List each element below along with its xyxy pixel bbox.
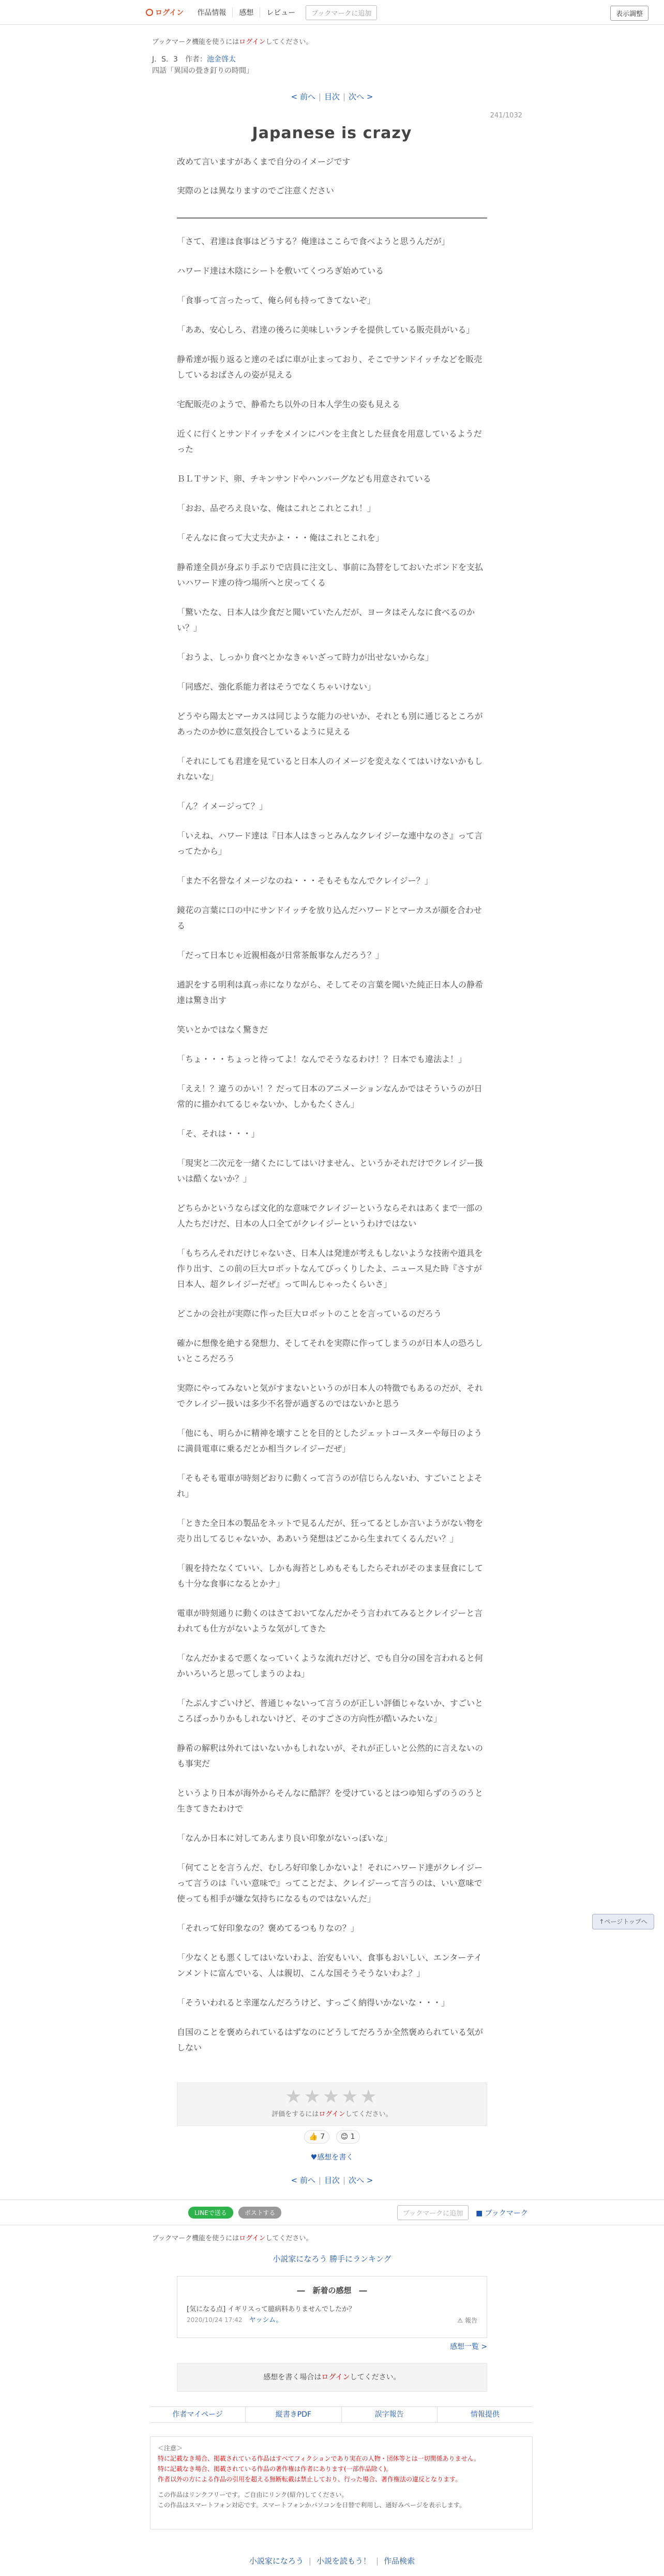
story-paragraph: 「現実と二次元を一緒くたにしてはいけません、というかそれだけでクレイジー扱いは酷くないか？」 <box>177 1158 484 1184</box>
story-paragraph: 「ああ、安心しろ、君達の後ろに美味しいランチを提供している販売員がいる」 <box>177 325 475 335</box>
footer-link-yomou[interactable]: 小説を読もう！ <box>316 2556 371 2566</box>
pager-sep: | <box>343 2176 346 2185</box>
chapter-subtitle: 四話「異国の畳き釘りの時間」 <box>152 67 253 75</box>
story-paragraph: 「少なくとも悪くしてはいないわよ、治安もいい、食事もおいしい、エンターテインメントに富んでいる、人は親切、こんな国そうそうないわよ？」 <box>177 1953 482 1978</box>
bookmark-notice <box>152 36 312 46</box>
toc-link[interactable]: 目次 <box>324 2176 340 2185</box>
story-paragraph: 通訳をする明利は真っ赤になりながら、そしてその言葉を聞いた純正日本人の静希達は驚き出す <box>177 980 484 1005</box>
story-paragraph: どこかの会社が実際に作った巨大ロボットのことを言っているのだろう <box>177 1309 442 1319</box>
story-paragraph: 電車が時刻通りに動くのはさておいてなんだかそう言われてみるとクレイジーと言われても仕方がないような気がしてきた <box>177 1608 483 1634</box>
caution-box <box>150 2436 533 2529</box>
preface-line: 改めて言いますがあくまで自分のイメージです <box>177 157 351 167</box>
pager-sep: | <box>318 2176 321 2185</box>
review-item[interactable] <box>187 2304 355 2326</box>
story-body <box>177 234 487 2070</box>
footer-link-narou[interactable]: 小説家になろう <box>249 2556 304 2566</box>
typo-report-link[interactable]: 誤字報告 <box>341 2407 437 2422</box>
nav-recommendations[interactable]: レビュー <box>260 7 301 18</box>
vertical-pdf-link[interactable]: 縦書きPDF <box>245 2407 341 2422</box>
story-paragraph: 静希達が振り返ると達のそばに車が止まっており、そこでサンドイッチなどを販売しているおばさんの姿が見える <box>177 354 482 380</box>
story-paragraph: 近くに行くとサンドイッチをメインにパンを主食とした昼食を用意しているようだった <box>177 429 482 454</box>
story-paragraph: 「たぶんすごいけど、普通じゃないって言うのが正しい評価じゃないか、すごいところばっかりかもしれないけど、そのすごさの方向性が酷いみたいな」 <box>177 1698 484 1724</box>
toc-link[interactable]: 目次 <box>324 92 340 101</box>
story-paragraph: 「なんだかまるで悪くなっていくような流れだけど、でも自分の国を言われると何かいろいろと思ってしまうのよね」 <box>177 1653 483 1679</box>
story-paragraph: 「同感だ、強化系能力者はそうでなくちゃいけない」 <box>177 682 376 692</box>
reactions <box>0 2130 664 2144</box>
rating-box <box>177 2083 487 2126</box>
line-share-button[interactable]: LINEで送る <box>188 2207 233 2219</box>
login-link[interactable] <box>146 7 184 18</box>
bookmark-notice-bottom <box>152 2233 312 2242</box>
story-paragraph: 「他にも、明らかに精神を壊すことを目的としたジェットコースターや毎日のように満員電車に乗るだとか相当クレイジーだぜ」 <box>177 1428 482 1454</box>
notice-text: ブックマーク機能を使うには <box>152 38 239 46</box>
story-paragraph: 「そんなに食って大丈夫かよ・・・俺はこれとこれを」 <box>177 533 384 543</box>
series-code[interactable]: J．S．3 <box>152 55 178 64</box>
login-icon <box>146 9 153 16</box>
story-paragraph: 宅配販売のようで、静希たち以外の日本人学生の姿も見える <box>177 399 400 409</box>
notice-login-link[interactable]: ログイン <box>239 2235 266 2242</box>
report-link[interactable]: ⚠ 報告 <box>457 2317 477 2324</box>
next-link[interactable]: 次へ > <box>349 92 373 101</box>
rating-message <box>177 2108 487 2118</box>
display-settings-button[interactable]: 表示調整 <box>610 6 648 21</box>
story-paragraph: 静希の解釈は外れてはいないかもしれないが、それが正しいと公然的に言えないのも事実だ <box>177 1743 484 1769</box>
story-paragraph: 「そういわれると幸運なんだろうけど、すっごく納得いかないな・・・」 <box>177 1998 450 2008</box>
story-paragraph: 「親を持たなくていい、しかも海苔としめもそもしたらそれがそのまま昼食にしても十分な食事になるとかナ」 <box>177 1563 484 1589</box>
story-paragraph: 実際にやってみないと気がすまないというのが日本人の特徴でもあるのだが、それでクレイジー扱いは多少不名誉が過ぎるのではないかと思う <box>177 1383 484 1409</box>
story-paragraph: 「ちょ・・・ちょっと待ってよ！なんでそうなるわけ！？日本でも違法よ！」 <box>177 1054 467 1064</box>
pager-sep: | <box>318 92 321 101</box>
story-paragraph: 「また不名誉なイメージなのね・・・そもそもなんでクレイジー？」 <box>177 876 433 886</box>
prev-link[interactable]: < 前へ <box>291 2176 315 2185</box>
nav-work-info[interactable]: 作品情報 <box>197 9 227 17</box>
notice-login-link[interactable]: ログイン <box>239 38 266 46</box>
story-paragraph: 「そもそも電車が時刻どおりに動くって言うのが信じらんないわ、すごいことよそれ」 <box>177 1473 483 1499</box>
story-paragraph: 「ときた全日本の製品をネットで見るんだが、狂ってるとしか言いようがない物を売り出してるじゃないか、ああいう発想はどこから生まれてくるんだい？」 <box>177 1518 484 1544</box>
page-top-button[interactable]: ↑ページトップへ <box>592 1914 654 1929</box>
page-count: 241/1032 <box>490 112 522 119</box>
preface-line: 実際のとは異なりますのでご注意ください <box>177 186 335 196</box>
caution-line: 特に記載なき場合、掲載されている作品の著作権は作者にあります(一部作品除く)。 <box>158 2465 393 2473</box>
story-paragraph: 静希達全員が身ぶり手ぶりで店員に注文し、事前に為替をしておいたポンドを支払いハワード達の待つ場所へと戻ってくる <box>177 562 484 588</box>
add-bookmark-button[interactable]: ブックマークに追加 <box>306 5 377 20</box>
caution-line: この作品はリンクフリーです。ご自由にリンク(紹介)してください。 <box>158 2491 348 2498</box>
rating-text: 評価をするには <box>271 2110 319 2118</box>
pager-top <box>0 91 664 102</box>
author-link[interactable]: 池金啓太 <box>206 55 236 64</box>
divider <box>177 217 487 219</box>
review-login-text-end: してください。 <box>350 2373 401 2382</box>
story-paragraph: 確かに想像を絶する発想力、そしてそれを実際に作ってしまうのが日本人の恐ろしいところだろう <box>177 1338 484 1364</box>
site-footer <box>0 2555 664 2566</box>
rating-stars[interactable]: ★★★★★ <box>285 2086 379 2107</box>
story-paragraph: ハワード達は木陰にシートを敷いてくつろぎ始めている <box>177 266 384 276</box>
story-paragraph: 自国のことを褒められているはずなのにどうしてだろうか全然褒められている気がしない <box>177 2027 484 2053</box>
notice-text: ブックマーク機能を使うには <box>152 2235 239 2242</box>
review-login-text: 感想を書く場合は <box>263 2373 322 2382</box>
review-date: 2020/10/24 17:42 <box>187 2316 243 2324</box>
story-paragraph: 「何てことを言うんだ、むしろ好印象しかないよ！それにハワード達がクレイジーって言うのは『いい意味で』ってことだよ、クレイジーって言うのは、いい意味で使っても相手が嫌な気持ちになるものではないんだ」 <box>177 1863 483 1904</box>
login-label: ログイン <box>155 9 184 17</box>
nav-reviews[interactable]: 感想 <box>232 7 260 18</box>
story-paragraph: 「なんか日本に対してあんまり良い印象がないっぽいな」 <box>177 1833 393 1843</box>
footer-links <box>150 2406 533 2423</box>
caution-line: 特に記載なき場合、掲載されている作品はすべてフィクションであり実在の人物・団体等とは一切関係ありません。 <box>158 2455 480 2462</box>
notice-text-end: してください。 <box>265 38 313 46</box>
caution-spacer <box>158 2484 525 2490</box>
rating-login-link[interactable]: ログイン <box>319 2110 345 2118</box>
story-paragraph: 「おうよ、しっかり食べとかなきゃいざって時力が出せないからな」 <box>177 652 434 662</box>
review-text: [気になる点] イギリスって臆病料ありませんでしたか？ <box>187 2305 356 2313</box>
post-share-button[interactable]: ポストする <box>238 2207 282 2219</box>
story-paragraph: 「食事って言ったって、俺ら何も持ってきてないぞ」 <box>177 295 375 305</box>
footer-link-search[interactable]: 作品検索 <box>384 2556 415 2566</box>
preface <box>177 155 487 213</box>
story-paragraph: 「驚いたな、日本人は少食だと聞いていたんだが、ヨータはそんなに食べるのかい？」 <box>177 607 475 633</box>
review-login-link[interactable]: ログイン <box>321 2373 350 2382</box>
author-label: 作者： <box>185 55 207 64</box>
caution-line: 作者以外の方による作品の引用を超える無断転載は禁止しており、行った場合、著作権法の違反となります。 <box>158 2476 462 2483</box>
write-review-link[interactable]: ♥感想を書く <box>310 2153 354 2162</box>
caution-title: ＜注意＞ <box>158 2445 183 2452</box>
review-login-box <box>177 2363 487 2392</box>
story-paragraph: 「もちろんそれだけじゃないさ、日本人は発達が考えもしないような技術や道具を作り出す、この前の巨大ロボットなんてびっくりしたよ、ニュース見た時『さすが日本人、超クレイジーだぜ』って叫んじゃったくらいさ」 <box>177 1248 483 1289</box>
rating-text-end: してください。 <box>345 2110 393 2118</box>
info-provide-link[interactable]: 情報提供 <box>437 2407 533 2422</box>
notice-text-end: してください。 <box>265 2235 313 2242</box>
like-reaction[interactable]: 👍 7 <box>304 2130 329 2144</box>
episode-title: Japanese is crazy <box>252 124 412 142</box>
top-bar <box>0 0 664 25</box>
story-paragraph: 「ええ！？違うのかい！？だって日本のアニメーションなんかではそういうのが日常的に描かれてるじゃないか、しかもたくさん」 <box>177 1084 482 1109</box>
pager-sep: | <box>343 92 346 101</box>
all-reviews-link[interactable]: 感想一覧 > <box>450 2343 488 2351</box>
new-reviews-box <box>177 2276 487 2338</box>
bookmark-link[interactable]: ■ ブックマーク <box>476 2209 528 2218</box>
add-bookmark-button[interactable]: ブックマークに追加 <box>397 2205 469 2220</box>
story-paragraph: 「そ、それは・・・」 <box>177 1129 260 1139</box>
story-paragraph: 「おお、品ぞろえ良いな、俺はこれとこれとこれ！」 <box>177 503 376 513</box>
caution-line: この作品はスマートフォン対応です。スマートフォンかパソコンを日替で利用し、通好みページを表示します。 <box>158 2502 465 2509</box>
story-paragraph: ＢＬＴサンド、卵、チキンサンドやハンバーグなども用意されている <box>177 474 431 484</box>
pager-bottom <box>0 2175 664 2185</box>
prev-link[interactable]: < 前へ <box>291 92 315 101</box>
footer-sep: | <box>308 2556 311 2566</box>
series-info <box>152 54 253 77</box>
story-paragraph: どちらかというならば文化的な意味でクレイジーというならそれはあくまで一部の人たちだけだ、日本の人口全てがクレイジーというわけではない <box>177 1203 483 1229</box>
story-paragraph: 「いえね、ハワード達は『日本人はきっとみんなクレイジーな連中なのさ』って言ってたから」 <box>177 831 483 856</box>
story-paragraph: 「さて、君達は食事はどうする？俺達はここらで食べようと思うんだが」 <box>177 236 450 246</box>
review-user-link[interactable]: ヤッシム。 <box>249 2316 283 2324</box>
story-paragraph: 「ん？イメージって？」 <box>177 801 268 811</box>
story-paragraph: 「だって日本じゃ近親相姦が日常茶飯事なんだろう？」 <box>177 950 384 960</box>
story-paragraph: 「それにしても君達を見ていると日本人のイメージを変えなくてはいけないかもしれないな」 <box>177 756 483 782</box>
story-paragraph: 「それって好印象なの？褒めてるつもりなの？」 <box>177 1923 359 1933</box>
share-bar <box>0 2199 664 2225</box>
story-paragraph: 笑いとかではなく驚きだ <box>177 1025 268 1035</box>
story-paragraph: というより日本が海外からそんなに酷評？を受けているとはつゆ知らずのうのうと生きてきたわけで <box>177 1788 484 1814</box>
next-link[interactable]: 次へ > <box>349 2176 373 2185</box>
story-paragraph: どうやら陽太とマーカスは同じような能力のせいか、それとも別に通じるところがあったのか妙に意気投合しているように見える <box>177 711 483 737</box>
laugh-reaction[interactable]: 😊 1 <box>336 2130 360 2144</box>
footer-sep: | <box>376 2556 379 2566</box>
ranking-link[interactable]: 小説家になろう 勝手にランキング <box>273 2254 391 2264</box>
author-mypage-link[interactable]: 作者マイページ <box>172 2410 223 2419</box>
reviews-header: ― 新着の感想 ― <box>297 2286 367 2295</box>
story-paragraph: 鏡花の言葉に口の中にサンドイッチを放り込んだハワードとマーカスが顔を合わせる <box>177 905 482 931</box>
